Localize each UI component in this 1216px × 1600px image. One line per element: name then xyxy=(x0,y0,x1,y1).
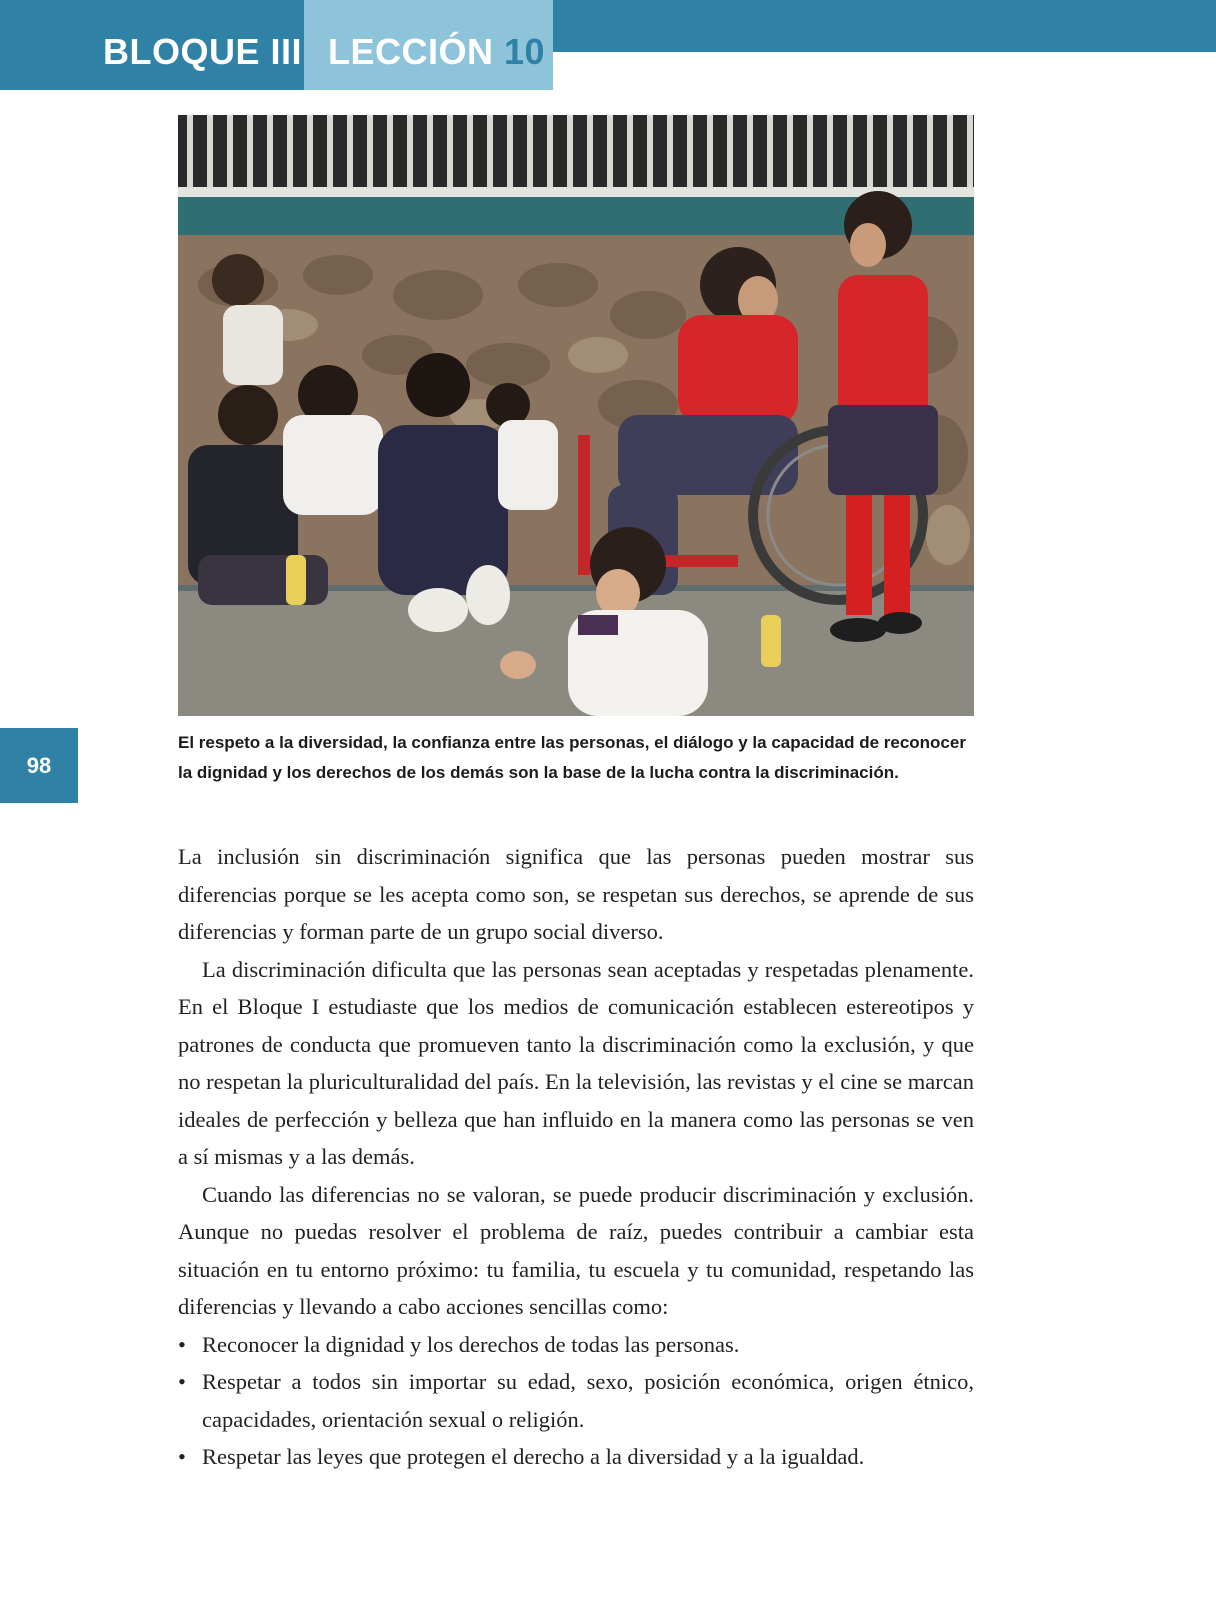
list-item-text: Respetar a todos sin importar su edad, sexo, posición económica, origen étnico, capacidades, orientación sexual o religión. xyxy=(202,1369,974,1432)
bullet-icon: • xyxy=(178,1369,186,1394)
photo-illustration xyxy=(178,115,974,716)
page-number: 98 xyxy=(26,752,52,778)
page-header xyxy=(0,0,1216,90)
leccion-number: 10 xyxy=(504,31,546,72)
paragraph-3: Cuando las diferencias no se valoran, se puede producir discriminación y exclusión. Aunque no puedas resolver el problema de raíz, puedes contribuir a cambiar esta situación en tu entorno próximo: tu familia, tu escuela y tu comunidad, respetando las diferencias y llevando a cabo acciones sencillas como: xyxy=(178,1181,974,1319)
list-item xyxy=(178,1438,974,1476)
leccion-text: LECCIÓN xyxy=(328,31,494,72)
paragraph-2: La discriminación dificulta que las personas sean aceptadas y respetadas plenamente. En el Bloque I estudiaste que los medios de comunicación establecen estereotipos y patrones de conducta que promueven tanto la discriminación como la exclusión, y que no respetan la pluriculturalidad del país. En la televisión, las revistas y el cine se marcan ideales de perfección y belleza que han influido en la manera como las personas se ven a sí mismas y a las demás. xyxy=(178,956,974,1169)
page-number-tab xyxy=(0,728,78,803)
list-item-text: Reconocer la dignidad y los derechos de todas las personas. xyxy=(202,1331,740,1357)
bullet-icon: • xyxy=(178,1331,186,1357)
figure-caption: El respeto a la diversidad, la confianza entre las personas, el diálogo y la capacidad de reconocer la dignidad y los derechos de los demás son la base de la lucha contra la discriminación. xyxy=(178,733,966,782)
bloque-label: BLOQUE III xyxy=(103,31,303,72)
leccion-label xyxy=(328,30,545,74)
paragraph-1: La inclusión sin discriminación significa que las personas pueden mostrar sus diferencias porque se les acepta como son, se respetan sus derechos, se aprende de sus diferencias y forman parte de un grupo social diverso. xyxy=(178,844,974,944)
photo-children-wheelchair xyxy=(178,115,974,716)
bullet-icon: • xyxy=(178,1444,186,1469)
header-strip xyxy=(553,0,1216,52)
list-item xyxy=(178,1326,974,1364)
list-item-text: Respetar las leyes que protegen el derecho a la diversidad y a la igualdad. xyxy=(202,1444,865,1469)
body-text xyxy=(178,838,974,1476)
list-item xyxy=(178,1363,974,1438)
actions-list xyxy=(178,1326,974,1476)
